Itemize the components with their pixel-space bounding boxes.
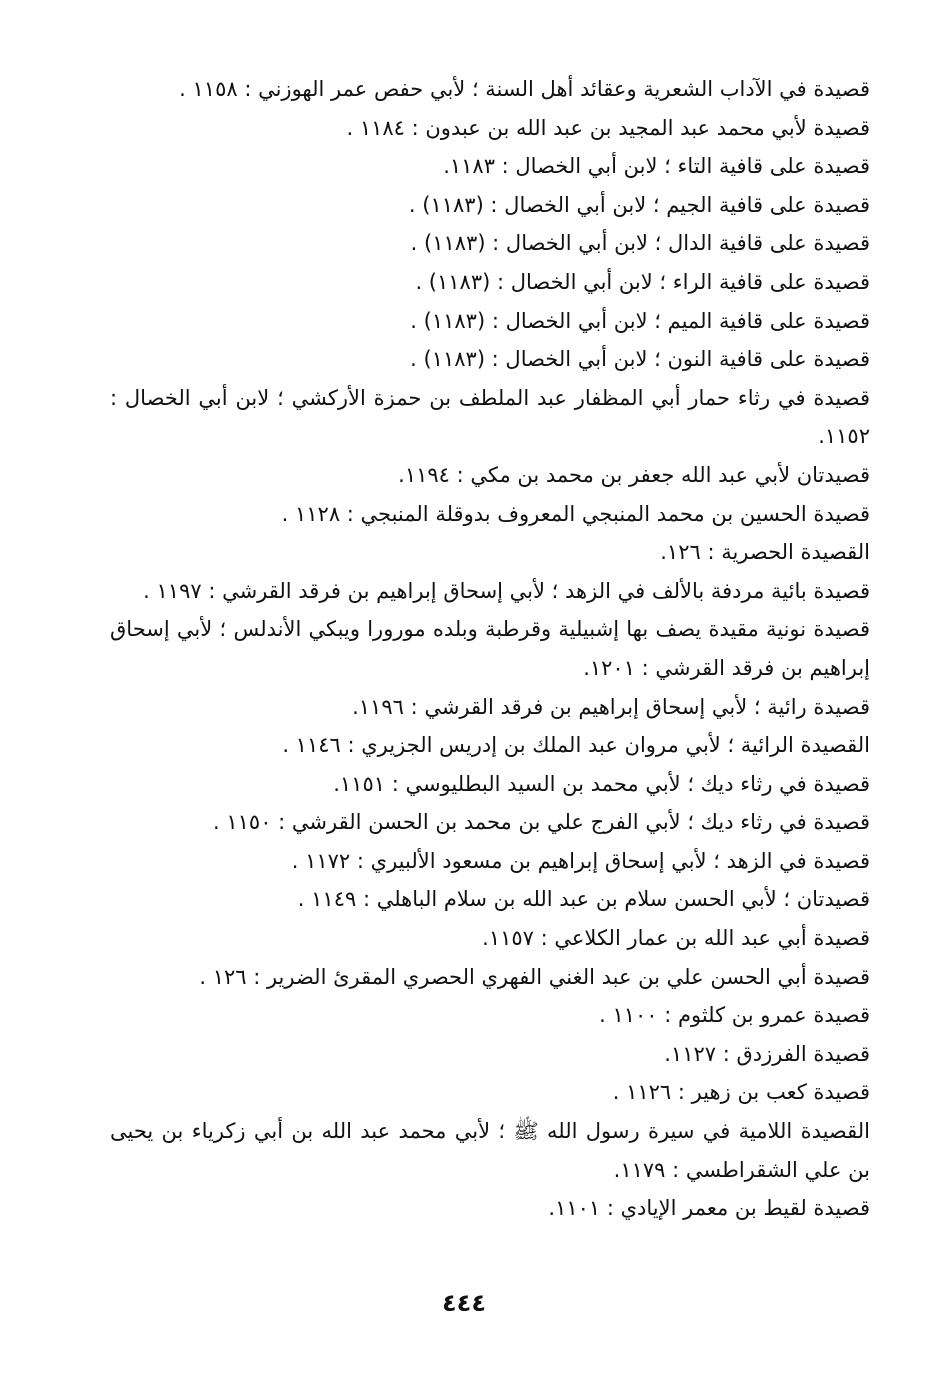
index-entry: القصيدة اللامية في سيرة رسول الله ﷺ ؛ لأبي محمد عبد الله بن أبي زكرياء بن يحيى بن علي الشقراطسي : ١١٧٩. — [110, 1119, 870, 1182]
index-entry: قصيدة في الآداب الشعرية وعقائد أهل السنة ؛ لأبي حفص عمر الهوزني : ١١٥٨ . — [179, 77, 870, 101]
index-entry: قصيدتان لأبي عبد الله جعفر بن محمد بن مكي : ١١٩٤. — [398, 462, 870, 487]
page-number: ٤٤٤ — [442, 1289, 486, 1317]
index-entry: قصيدة كعب بن زهير : ١١٢٦ . — [612, 1080, 870, 1105]
index-entry: قصيدة في رثاء ديك ؛ لأبي محمد بن السيد البطليوسي : ١١٥١. — [333, 771, 870, 796]
index-entry: قصيدة الفرزدق : ١١٢٧. — [664, 1041, 870, 1066]
index-entry: قصيدة على قافية الدال ؛ لابن أبي الخصال : (١١٨٣) . — [410, 231, 870, 256]
index-entry: قصيدة عمرو بن كلثوم : ١١٠٠ . — [599, 1003, 870, 1028]
index-entry: قصيدة الحسين بن محمد المنبجي المعروف بدوقلة المنبجي : ١١٢٨ . — [281, 501, 870, 526]
index-entry: قصيدة لأبي محمد عبد المجيد بن عبد الله بن عبدون : ١١٨٤ . — [346, 115, 870, 140]
index-entry: قصيدة على قافية النون ؛ لابن أبي الخصال : (١١٨٣) . — [410, 347, 870, 372]
index-entry: قصيدة بائية مردفة بالألف في الزهد ؛ لأبي إسحاق إبراهيم بن فرقد القرشي : ١١٩٧ . — [143, 578, 870, 603]
index-entry: قصيدة لقيط بن معمر الإيادي : ١١٠١. — [548, 1196, 870, 1221]
index-entry: قصيدة على قافية الراء ؛ لابن أبي الخصال : (١١٨٣) . — [415, 269, 870, 294]
index-entry: قصيدة على قافية الجيم ؛ لابن أبي الخصال : (١١٨٣) . — [408, 192, 870, 217]
index-entry: قصيدة في الزهد ؛ لأبي إسحاق إبراهيم بن مسعود الألبيري : ١١٧٢ . — [291, 848, 870, 873]
index-entry: قصيدة أبي عبد الله بن عمار الكلاعي : ١١٥٧. — [482, 926, 870, 951]
index-entry: قصيدة على قافية الميم ؛ لابن أبي الخصال : (١١٨٣) . — [410, 308, 870, 333]
index-entry: قصيدة رائية ؛ لأبي إسحاق إبراهيم بن فرقد القرشي : ١١٩٦. — [352, 694, 870, 719]
index-entry: قصيدة في رثاء حمار أبي المظفار عبد الملطف بن حمزة الأركشي ؛ لابن أبي الخصال : ١١٥٢. — [110, 385, 870, 449]
index-entry: قصيدة أبي الحسن علي بن عبد الغني الفهري الحصري المقرئ الضرير : ١٢٦ . — [199, 964, 870, 989]
index-entry: القصيدة الرائية ؛ لأبي مروان عبد الملك بن إدريس الجزيري : ١١٤٦ . — [282, 733, 870, 758]
index-entry: قصيدتان ؛ لأبي الحسن سلام بن عبد الله بن سلام الباهلي : ١١٤٩ . — [297, 887, 870, 912]
index-entry: القصيدة الحصرية : ١٢٦. — [660, 540, 870, 565]
index-entry: قصيدة نونية مقيدة يصف بها إشبيلية وقرطبة وبلده مورورا ويبكي الأندلس ؛ لأبي إسحاق إبراهيم بن فرقد القرشي : ١٢٠١. — [110, 617, 870, 680]
index-entry: قصيدة في رثاء ديك ؛ لأبي الفرج علي بن محمد بن الحسن القرشي : ١١٥٠ . — [213, 810, 870, 835]
index-entry: قصيدة على قافية التاء ؛ لابن أبي الخصال : ١١٨٣. — [443, 154, 870, 179]
index-entry-list — [110, 70, 870, 1228]
